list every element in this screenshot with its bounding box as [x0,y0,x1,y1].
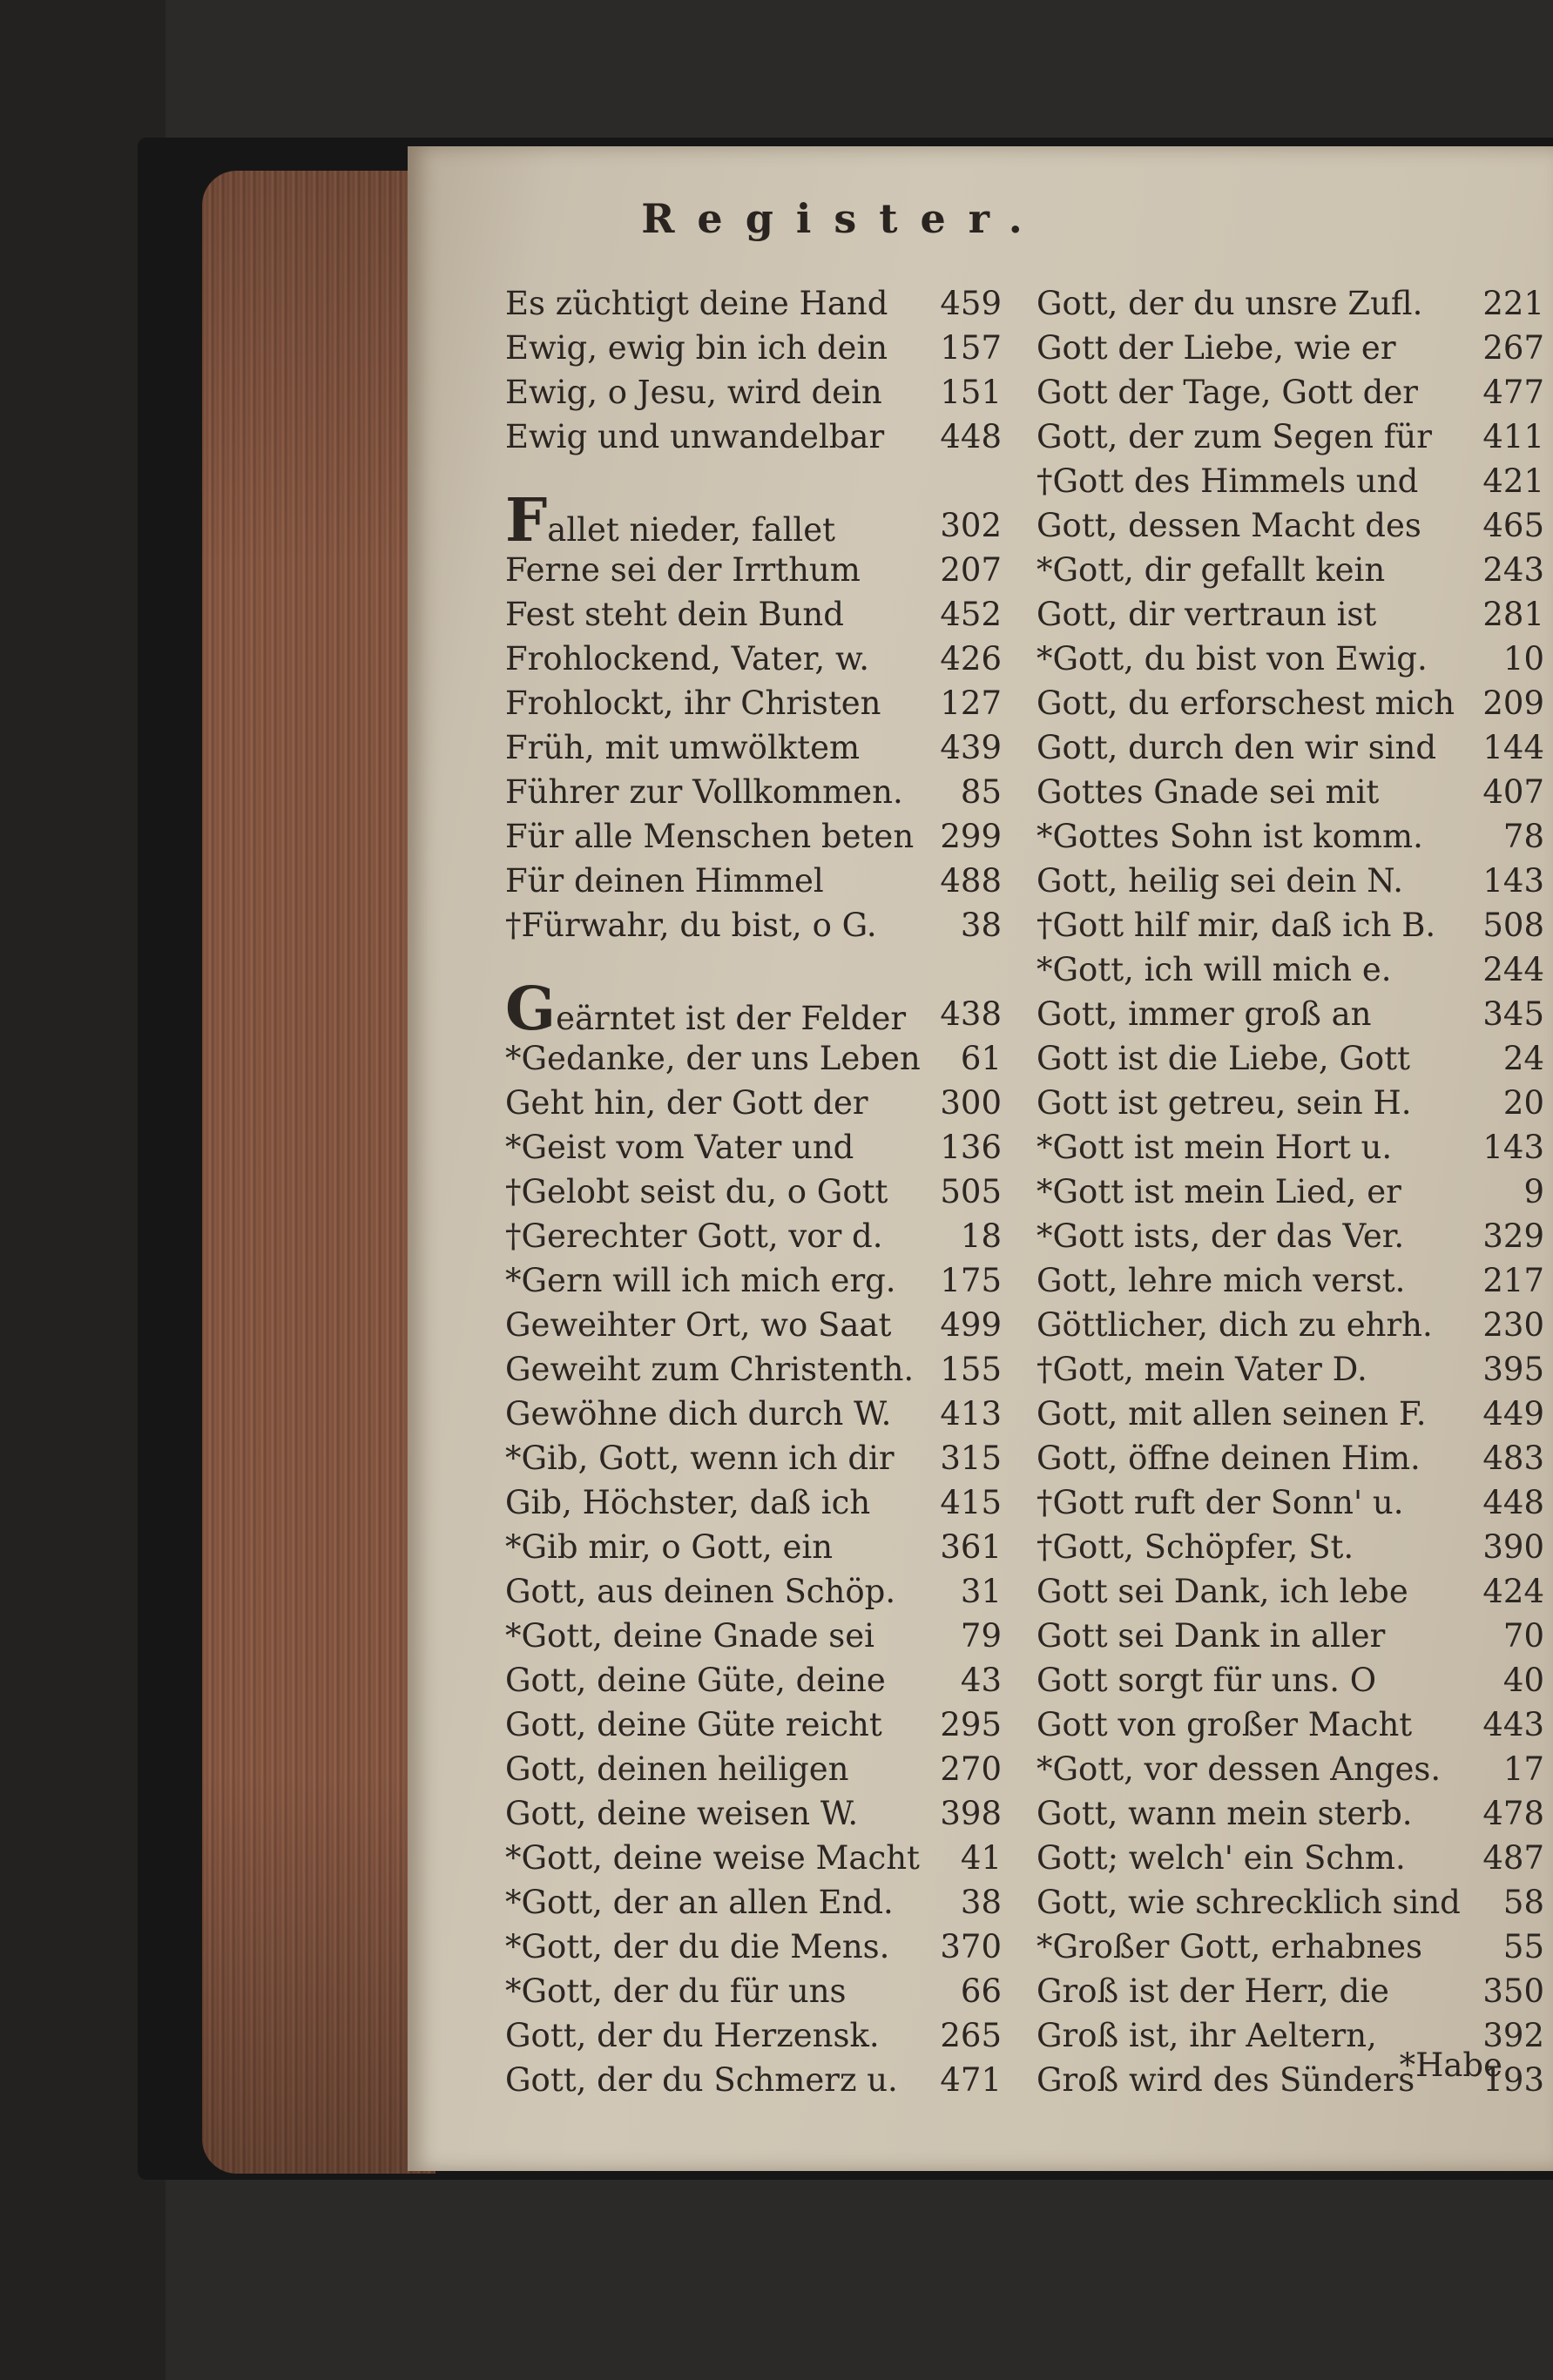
entry-title: Gott sei Dank in aller [1036,1617,1386,1655]
entry-page-number: 392 [1482,2017,1544,2054]
entry-page-number: 315 [940,1439,1002,1477]
entry-title: Geweiht zum Christenth. [505,1351,915,1388]
index-entry [1036,725,1544,770]
entry-page-number: 448 [940,418,1002,455]
entry-title: *Gottes Sohn ist komm. [1036,818,1423,855]
entry-title: *Gott, vor dessen Anges. [1036,1750,1442,1788]
index-entry [1036,814,1544,859]
entry-page-number: 508 [1482,907,1544,944]
entry-title: Gott, dir vertraun ist [1036,596,1377,633]
entry-title: Gott, aus deinen Schöp. [505,1573,896,1610]
entry-title: Göttlicher, dich zu ehrh. [1036,1306,1433,1344]
index-entry [505,1969,1002,2013]
entry-page-number: 477 [1482,374,1544,411]
entry-page-number: 499 [940,1306,1002,1344]
entry-page-number: 143 [1482,862,1544,900]
index-entry [1036,415,1544,459]
entry-page-number: 398 [940,1795,1002,1832]
entry-title: Gott von großer Macht [1036,1706,1413,1743]
entry-title: †Gerechter Gott, vor d. [505,1217,883,1255]
entry-title: Gott ist getreu, sein H. [1036,1084,1412,1122]
entry-page-number: 217 [1482,1262,1544,1299]
entry-title: *Gott, deine weise Macht [505,1839,920,1877]
entry-title: *Gott, du bist von Ewig. [1036,640,1428,678]
index-entry [505,1081,1002,1125]
entry-title: Gott sei Dank, ich lebe [1036,1573,1408,1610]
index-entry [505,814,1002,859]
entry-page-number: 459 [940,285,1002,322]
index-entry [505,548,1002,592]
entry-page-number: 299 [940,818,1002,855]
entry-page-number: 151 [940,374,1002,411]
entry-title: Gott, der zum Segen für [1036,418,1432,455]
entry-page-number: 370 [940,1928,1002,1965]
index-entry [1036,326,1544,370]
index-entry [505,2058,1002,2102]
entry-page-number: 415 [940,1484,1002,1521]
index-entry [505,1392,1002,1436]
entry-page-number: 9 [1523,1173,1544,1210]
entry-page-number: 10 [1502,640,1544,678]
entry-page-number: 487 [1482,1839,1544,1877]
entry-page-number: 426 [940,640,1002,678]
section-gap [505,459,1002,503]
entry-title: Gott der Liebe, wie er [1036,329,1396,367]
entry-title: †Gott hilf mir, daß ich B. [1036,907,1436,944]
index-entry [505,1436,1002,1480]
entry-title: Gott, der du Herzensk. [505,2017,880,2054]
index-entry [505,1214,1002,1258]
index-entry [1036,1658,1544,1702]
index-entry [505,1791,1002,1836]
entry-title: *Gern will ich mich erg. [505,1262,896,1299]
entry-title: *Gott ist mein Lied, er [1036,1173,1401,1210]
entry-title: Geweihter Ort, wo Saat [505,1306,892,1344]
entry-page-number: 443 [1482,1706,1544,1743]
entry-title: Geärntet ist der Felder [505,974,907,1044]
index-entry [505,415,1002,459]
entry-title: *Gib, Gott, wenn ich dir [505,1439,895,1477]
index-entry [1036,459,1544,503]
entry-title: Gott, deine Güte reicht [505,1706,882,1743]
entry-page-number: 78 [1502,818,1544,855]
entry-page-number: 329 [1482,1217,1544,1255]
entry-title: Frohlockend, Vater, w. [505,640,869,678]
entry-title: *Gott, ich will mich e. [1036,951,1392,988]
page-edges-shade [202,171,436,2174]
index-entry [1036,1436,1544,1480]
entry-title: Gott, deine Güte, deine [505,1662,886,1699]
entry-page-number: 488 [940,862,1002,900]
entry-title: *Gott, der an allen End. [505,1884,894,1921]
entry-page-number: 24 [1502,1040,1544,1077]
index-entry [505,1569,1002,1614]
index-entry [1036,1791,1544,1836]
index-entry [505,370,1002,415]
entry-page-number: 38 [960,1884,1002,1921]
entry-title: †Gelobt seist du, o Gott [505,1173,888,1210]
entry-page-number: 17 [1502,1750,1544,1788]
entry-page-number: 281 [1482,596,1544,633]
index-entry [505,1880,1002,1925]
entry-title: Gewöhne dich durch W. [505,1395,892,1433]
entry-title: Gott; welch' ein Schm. [1036,1839,1406,1877]
index-entry [1036,1170,1544,1214]
entry-title: Führer zur Vollkommen. [505,773,903,811]
entry-page-number: 43 [960,1662,1002,1699]
entry-title: †Fürwahr, du bist, o G. [505,907,877,944]
entry-page-number: 55 [1502,1928,1544,1965]
entry-page-number: 230 [1482,1306,1544,1344]
index-entry [1036,947,1544,992]
entry-title: Fest steht dein Bund [505,596,844,633]
entry-page-number: 193 [1482,2061,1544,2099]
entry-page-number: 267 [1482,329,1544,367]
section-gap [505,947,1002,992]
entry-title: Gott, mit allen seinen F. [1036,1395,1427,1433]
book-page [408,146,1553,2171]
index-entry [505,592,1002,637]
entry-page-number: 243 [1482,551,1544,589]
entry-page-number: 424 [1482,1573,1544,1610]
entry-page-number: 438 [940,995,1002,1033]
index-entry [505,1303,1002,1347]
entry-page-number: 411 [1482,418,1544,455]
entry-title: Gott, der du unsre Zufl. [1036,285,1423,322]
index-entry [1036,1125,1544,1170]
entry-page-number: 66 [960,1972,1002,2010]
entry-title: Gott sorgt für uns. O [1036,1662,1377,1699]
index-entry [1036,1569,1544,1614]
entry-page-number: 61 [960,1040,1002,1077]
entry-title: *Gib mir, o Gott, ein [505,1528,834,1566]
index-entry [1036,1303,1544,1347]
entry-page-number: 483 [1482,1439,1544,1477]
entry-page-number: 471 [940,2061,1002,2099]
entry-page-number: 58 [1502,1884,1544,1921]
index-entry [1036,903,1544,947]
index-entry [1036,1081,1544,1125]
entry-page-number: 70 [1502,1617,1544,1655]
index-entry [505,974,1002,1044]
index-entry [505,1347,1002,1392]
entry-page-number: 448 [1482,1484,1544,1521]
index-entry [1036,1747,1544,1791]
entry-title: Für alle Menschen beten [505,818,915,855]
entry-title: Geht hin, der Gott der [505,1084,868,1122]
entry-page-number: 295 [940,1706,1002,1743]
index-entry [1036,1525,1544,1569]
entry-title: Frohlockt, ihr Christen [505,684,881,722]
entry-page-number: 407 [1482,773,1544,811]
entry-page-number: 300 [940,1084,1002,1122]
entry-page-number: 505 [940,1173,1002,1210]
entry-page-number: 157 [940,329,1002,367]
index-entry [1036,681,1544,725]
index-entry [1036,637,1544,681]
index-entry [505,1525,1002,1569]
index-entry [1036,1392,1544,1436]
entry-page-number: 207 [940,551,1002,589]
entry-title: Ferne sei der Irrthum [505,551,861,589]
entry-title: Groß ist der Herr, die [1036,1972,1389,2010]
index-entry [505,1702,1002,1747]
entry-page-number: 421 [1482,462,1544,500]
entry-title: Gott, du erforschest mich [1036,684,1455,722]
entry-title: *Gott, deine Gnade sei [505,1617,875,1655]
entry-title: Groß wird des Sünders [1036,2061,1415,2099]
entry-page-number: 439 [940,729,1002,766]
entry-page-number: 40 [1502,1662,1544,1699]
entry-title: Groß ist, ihr Aeltern, [1036,2017,1377,2054]
entry-page-number: 221 [1482,285,1544,322]
entry-title: Gott, wann mein sterb. [1036,1795,1413,1832]
entry-title: Gott, durch den wir sind [1036,729,1437,766]
entry-page-number: 20 [1502,1084,1544,1122]
index-entry [505,859,1002,903]
entry-title: Für deinen Himmel [505,862,824,900]
entry-page-number: 449 [1482,1395,1544,1433]
entry-page-number: 127 [940,684,1002,722]
entry-title: †Gott ruft der Sonn' u. [1036,1484,1404,1521]
index-entry [505,1925,1002,1969]
index-entry [505,1614,1002,1658]
entry-title: Gott, öffne deinen Him. [1036,1439,1421,1477]
index-entry [1036,281,1544,326]
entry-page-number: 155 [940,1351,1002,1388]
entry-title: Gott, heilig sei dein N. [1036,862,1404,900]
entry-page-number: 209 [1482,684,1544,722]
entry-page-number: 302 [940,507,1002,544]
index-entry [1036,1036,1544,1081]
entry-title: Gott, deinen heiligen [505,1750,849,1788]
index-entry [505,637,1002,681]
entry-title: Ewig, o Jesu, wird dein [505,374,882,411]
index-entry [505,1658,1002,1702]
index-entry [1036,1614,1544,1658]
index-entry [1036,1347,1544,1392]
entry-title: Gottes Gnade sei mit [1036,773,1380,811]
index-entry [505,2013,1002,2058]
index-entry [1036,503,1544,548]
entry-title: Gott, wie schrecklich sind [1036,1884,1461,1921]
entry-page-number: 41 [960,1839,1002,1877]
entry-page-number: 85 [960,773,1002,811]
entry-page-number: 38 [960,907,1002,944]
entry-page-number: 265 [940,2017,1002,2054]
entry-page-number: 361 [940,1528,1002,1566]
entry-title: †Gott, mein Vater D. [1036,1351,1367,1388]
index-entry [505,486,1002,556]
index-entry [1036,1969,1544,2013]
entry-page-number: 350 [1482,1972,1544,2010]
entry-title: *Gott ists, der das Ver. [1036,1217,1405,1255]
page-title: Register. [641,195,1045,242]
entry-title: Gott, dessen Macht des [1036,507,1421,544]
index-entry [505,1036,1002,1081]
entry-page-number: 31 [960,1573,1002,1610]
entry-page-number: 144 [1482,729,1544,766]
right-index-column [1036,281,1544,2102]
entry-title: Ewig und unwandelbar [505,418,885,455]
index-entry [505,1125,1002,1170]
entry-page-number: 345 [1482,995,1544,1033]
entry-page-number: 452 [940,596,1002,633]
index-entry [1036,859,1544,903]
entry-title: *Gedanke, der uns Leben [505,1040,921,1077]
index-entry [1036,1480,1544,1525]
entry-page-number: 175 [940,1262,1002,1299]
entry-page-number: 270 [940,1750,1002,1788]
entry-title: *Geist vom Vater und [505,1129,854,1166]
index-entry [1036,1880,1544,1925]
entry-page-number: 79 [960,1617,1002,1655]
index-entry [1036,1836,1544,1880]
entry-title: *Gott, der du die Mens. [505,1928,890,1965]
index-entry [505,1747,1002,1791]
entry-title: Gott der Tage, Gott der [1036,374,1418,411]
entry-title: Gott, der du Schmerz u. [505,2061,898,2099]
index-entry [1036,548,1544,592]
entry-title: Fallet nieder, fallet [505,486,836,556]
entry-title: Gott, lehre mich verst. [1036,1262,1406,1299]
index-entry [1036,1925,1544,1969]
index-entry [505,770,1002,814]
index-entry [505,903,1002,947]
entry-title: Gott, deine weisen W. [505,1795,859,1832]
entry-page-number: 18 [960,1217,1002,1255]
index-entry [1036,592,1544,637]
entry-title: †Gott, Schöpfer, St. [1036,1528,1354,1566]
index-entry [505,326,1002,370]
entry-page-number: 478 [1482,1795,1544,1832]
entry-title: *Gott, dir gefallt kein [1036,551,1386,589]
index-entry [505,281,1002,326]
entry-page-number: 143 [1482,1129,1544,1166]
entry-title: *Großer Gott, erhabnes [1036,1928,1423,1965]
entry-title: Früh, mit umwölktem [505,729,861,766]
entry-title: *Gott, der du für uns [505,1972,847,2010]
entry-page-number: 390 [1482,1528,1544,1566]
index-entry [505,1836,1002,1880]
entry-title: Gott ist die Liebe, Gott [1036,1040,1410,1077]
index-entry [1036,1702,1544,1747]
index-entry [1036,370,1544,415]
entry-page-number: 244 [1482,951,1544,988]
entry-title: *Gott ist mein Hort u. [1036,1129,1393,1166]
entry-title: †Gott des Himmels und [1036,462,1419,500]
index-entry [1036,770,1544,814]
index-entry [1036,1258,1544,1303]
entry-title: Ewig, ewig bin ich dein [505,329,888,367]
entry-page-number: 136 [940,1129,1002,1166]
index-entry [505,1258,1002,1303]
entry-title: Gib, Höchster, daß ich [505,1484,871,1521]
left-index-column [505,281,1002,2102]
index-entry [1036,1214,1544,1258]
entry-title: Gott, immer groß an [1036,995,1372,1033]
entry-page-number: 413 [940,1395,1002,1433]
entry-page-number: 395 [1482,1351,1544,1388]
index-entry [505,681,1002,725]
index-entry [505,725,1002,770]
entry-page-number: 465 [1482,507,1544,544]
index-entry [505,1480,1002,1525]
index-entry [505,1170,1002,1214]
index-entry [1036,992,1544,1036]
entry-title: Es züchtigt deine Hand [505,285,888,322]
catchword: *Habe [1399,2046,1502,2084]
